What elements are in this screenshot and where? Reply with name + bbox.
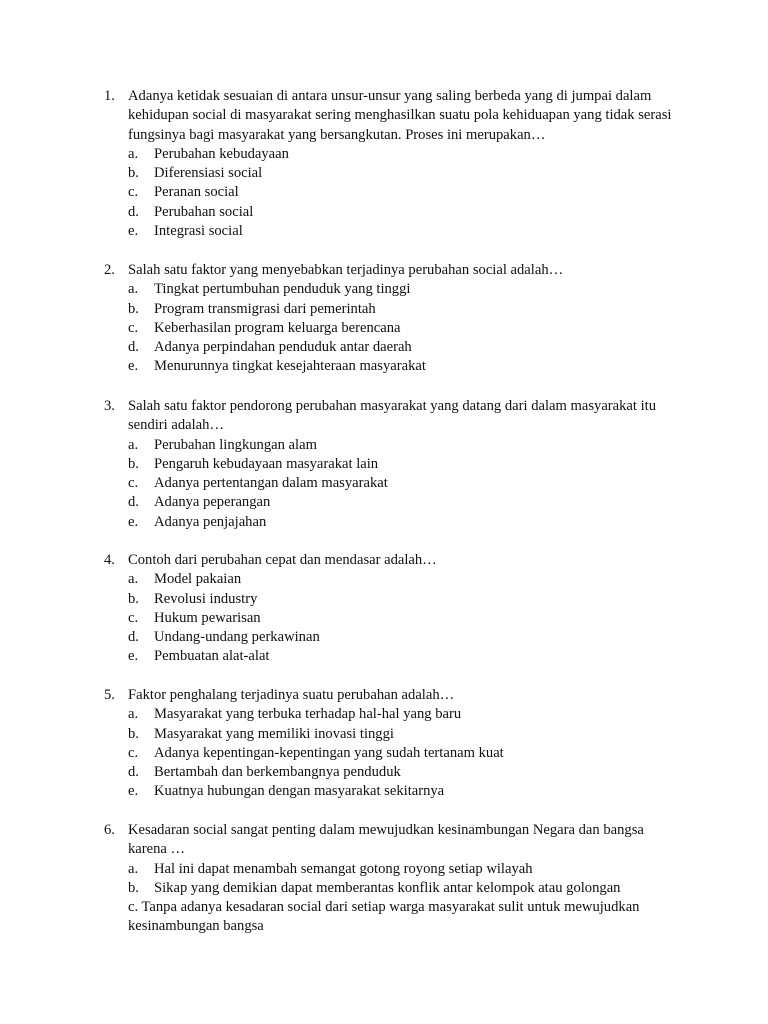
option-c: [128, 744, 684, 763]
option-b: [128, 164, 684, 183]
option-a: [128, 570, 684, 589]
option-letter: c.: [128, 609, 139, 626]
option-text: Diferensiasi social: [154, 165, 263, 182]
option-d: [128, 763, 684, 782]
question-number: 2.: [104, 262, 115, 278]
option-letter: e.: [128, 648, 139, 665]
option-text: Kuatnya hubungan dengan masyarakat sekitarnya: [154, 783, 445, 800]
option-letter: e.: [128, 223, 139, 240]
option-letter: c.: [128, 475, 139, 492]
question-5: [104, 686, 684, 802]
option-letter: a.: [128, 706, 139, 723]
option-letter: b.: [128, 165, 139, 182]
question-number: 1.: [104, 88, 115, 104]
option-c: [128, 319, 684, 338]
option-list: [128, 570, 684, 666]
option-letter: d.: [128, 339, 139, 356]
option-a: [128, 436, 684, 455]
option-list: [128, 145, 684, 241]
option-text: Perubahan kebudayaan: [154, 145, 289, 162]
option-text: Hukum pewarisan: [154, 609, 261, 626]
option-letter: a.: [128, 571, 139, 588]
option-e: [128, 222, 684, 241]
option-text: Integrasi social: [154, 223, 243, 240]
option-letter: c.: [128, 184, 139, 201]
question-text: Faktor penghalang terjadinya suatu perubahan adalah…: [128, 687, 455, 703]
option-text: Pembuatan alat-alat: [154, 648, 270, 665]
option-a: [128, 860, 684, 879]
option-letter: a.: [128, 145, 139, 162]
option-b: [128, 590, 684, 609]
option-text: Sikap yang demikian dapat memberantas konflik antar kelompok atau golongan: [154, 879, 621, 896]
option-letter: d.: [128, 629, 139, 646]
option-list: [128, 280, 684, 376]
option-text: Adanya perpindahan penduduk antar daerah: [154, 339, 412, 356]
option-b: [128, 879, 684, 898]
option-b: [128, 300, 684, 319]
option-e: [128, 782, 684, 801]
option-text: Adanya kepentingan-kepentingan yang sudah tertanam kuat: [154, 744, 504, 761]
option-text: Model pakaian: [154, 571, 242, 588]
question-6: [104, 821, 684, 937]
option-a: [128, 705, 684, 724]
option-text: Masyarakat yang terbuka terhadap hal-hal yang baru: [154, 706, 462, 723]
option-b: [128, 725, 684, 744]
question-text: Contoh dari perubahan cepat dan mendasar adalah…: [128, 552, 437, 568]
option-letter: b.: [128, 879, 139, 896]
option-d: [128, 338, 684, 357]
option-list: [128, 436, 684, 532]
question-4: [104, 551, 684, 667]
option-c: [128, 474, 684, 493]
option-text: Adanya peperangan: [154, 494, 271, 511]
option-text: Perubahan lingkungan alam: [154, 436, 317, 453]
question-2: [104, 261, 684, 377]
question-text: Salah satu faktor pendorong perubahan masyarakat yang datang dari dalam masyarakat itu sendiri adalah…: [128, 398, 657, 434]
option-b: [128, 455, 684, 474]
question-number: 3.: [104, 398, 115, 414]
option-letter: d.: [128, 203, 139, 220]
option-letter: e.: [128, 513, 139, 530]
option-letter: e.: [128, 783, 139, 800]
option-a: [128, 280, 684, 299]
option-text: Undang-undang perkawinan: [154, 629, 320, 646]
option-letter: b.: [128, 300, 139, 317]
question-text: Adanya ketidak sesuaian di antara unsur-unsur yang saling berbeda yang di jumpai dalam kehidupan social di masyarakat sering menghasilkan suatu pola kehiduapan yang tidak serasi fungsinya bagi masyarakat yang bersangkutan. Proses ini merupakan…: [128, 88, 672, 143]
option-d: [128, 203, 684, 222]
option-letter: e.: [128, 358, 139, 375]
option-text: Keberhasilan program keluarga berencana: [154, 319, 401, 336]
option-text: Masyarakat yang memiliki inovasi tinggi: [154, 725, 394, 742]
option-text: Pengaruh kebudayaan masyarakat lain: [154, 455, 379, 472]
option-letter: b.: [128, 455, 139, 472]
option-letter: b.: [128, 725, 139, 742]
option-text: Hal ini dapat menambah semangat gotong royong setiap wilayah: [154, 860, 533, 877]
option-text: Revolusi industry: [154, 590, 258, 607]
option-c: c. Tanpa adanya kesadaran social dari setiap warga masyarakat sulit untuk mewujudkan kesinambungan bangsa: [128, 899, 640, 935]
question-text: Salah satu faktor yang menyebabkan terjadinya perubahan social adalah…: [128, 262, 564, 278]
option-d: [128, 493, 684, 512]
option-a: [128, 145, 684, 164]
option-text: Bertambah dan berkembangnya penduduk: [154, 764, 401, 781]
question-number: 5.: [104, 687, 115, 703]
option-text: Adanya penjajahan: [154, 513, 267, 530]
option-e: [128, 357, 684, 376]
question-number: 4.: [104, 552, 115, 568]
question-text: Kesadaran social sangat penting dalam mewujudkan kesinambungan Negara dan bangsa karena …: [128, 822, 644, 858]
option-text: Adanya pertentangan dalam masyarakat: [154, 475, 388, 492]
option-letter: c.: [128, 744, 139, 761]
option-letter: a.: [128, 860, 139, 877]
option-text: Program transmigrasi dari pemerintah: [154, 300, 376, 317]
option-letter: a.: [128, 436, 139, 453]
option-letter: d.: [128, 494, 139, 511]
option-c: [128, 183, 684, 202]
option-e: [128, 513, 684, 532]
option-list: [128, 705, 684, 801]
option-letter: c.: [128, 319, 139, 336]
option-letter: b.: [128, 590, 139, 607]
option-d: [128, 628, 684, 647]
question-number: 6.: [104, 822, 115, 838]
question-3: [104, 397, 684, 532]
option-list: [128, 860, 684, 899]
option-e: [128, 647, 684, 666]
option-text: Tingkat pertumbuhan penduduk yang tinggi: [154, 281, 411, 298]
option-text: Peranan social: [154, 184, 239, 201]
question-1: [104, 87, 684, 241]
option-c: [128, 609, 684, 628]
option-letter: a.: [128, 281, 139, 298]
option-letter: d.: [128, 764, 139, 781]
option-text: Menurunnya tingkat kesejahteraan masyarakat: [154, 358, 426, 375]
option-text: Perubahan social: [154, 203, 254, 220]
